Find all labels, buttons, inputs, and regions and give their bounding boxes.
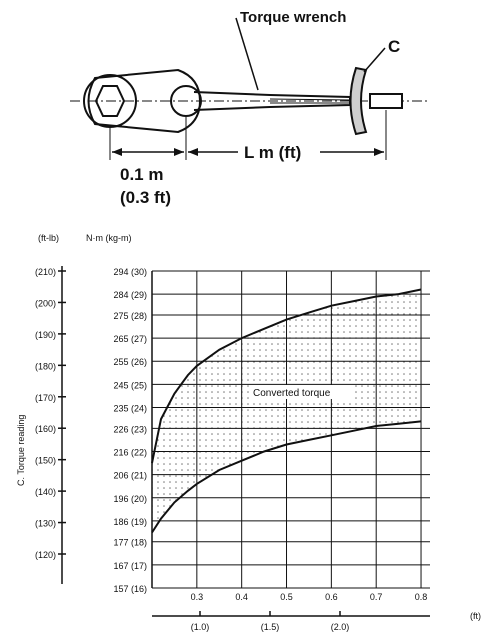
y-tick-label-ftlb: (180) xyxy=(34,361,56,372)
x-unit-label: (ft) xyxy=(470,611,481,621)
x-tick-label-ft: (1.5) xyxy=(260,622,280,632)
c-label: C xyxy=(388,37,401,56)
y-tick-label-ftlb: (200) xyxy=(34,298,56,309)
y-tick-label-nm: 157 (16) xyxy=(113,584,147,594)
y-tick-label-ftlb: (160) xyxy=(34,424,56,435)
y-tick-label-nm: 255 (26) xyxy=(113,357,147,368)
leader-torque-wrench xyxy=(236,18,258,90)
y-tick-label-nm: 196 (20) xyxy=(113,493,147,504)
y-tick-label-nm: 294 (30) xyxy=(113,267,147,277)
y-tick-label-nm: 235 (24) xyxy=(113,403,147,414)
y-tick-label-nm: 167 (17) xyxy=(113,560,147,571)
dim-arrow xyxy=(374,148,384,156)
x-tick-label-m: 0.5 xyxy=(280,592,293,602)
wrench-illustration xyxy=(70,18,430,160)
x-tick-label-ft: (2.0) xyxy=(330,622,350,632)
y-tick-label-ftlb: (120) xyxy=(34,550,56,560)
torque-chart xyxy=(16,233,481,632)
y-tick-label-ftlb: (140) xyxy=(34,487,56,498)
y-side-label: C. Torque reading xyxy=(16,414,26,486)
dim-01-ft-label: (0.3 ft) xyxy=(120,188,171,207)
torque-wrench-label: Torque wrench xyxy=(240,9,347,26)
y-tick-label-nm: 245 (25) xyxy=(113,380,147,391)
wrench-handle-hatch xyxy=(270,99,350,100)
y-tick-label-nm: 177 (18) xyxy=(113,537,147,548)
dim-arrow xyxy=(188,148,198,156)
curve-label: Converted torque xyxy=(253,388,331,399)
x-tick-label-m: 0.8 xyxy=(414,592,428,602)
x-tick-label-m: 0.3 xyxy=(190,592,204,602)
x-tick-label-m: 0.7 xyxy=(369,592,383,602)
y-tick-label-nm: 216 (22) xyxy=(113,447,147,458)
y-unit-header-nm: N·m (kg-m) xyxy=(86,233,132,243)
y-tick-label-nm: 206 (21) xyxy=(113,470,147,481)
y-tick-label-ftlb: (210) xyxy=(34,267,56,277)
dim-arrow xyxy=(174,148,184,156)
y-tick-label-ftlb: (150) xyxy=(34,455,56,466)
dim-arrow xyxy=(112,148,122,156)
x-tick-label-ft: (1.0) xyxy=(190,622,210,632)
leader-c xyxy=(364,48,385,72)
y-tick-label-nm: 226 (23) xyxy=(113,424,147,435)
y-tick-label-ftlb: (170) xyxy=(34,392,56,403)
y-tick-label-nm: 275 (28) xyxy=(113,310,147,321)
x-tick-label-m: 0.6 xyxy=(325,592,338,602)
y-tick-label-nm: 284 (29) xyxy=(113,290,147,301)
x-tick-label-m: 0.4 xyxy=(235,592,248,602)
y-tick-label-ftlb: (130) xyxy=(34,518,56,529)
y-tick-label-nm: 265 (27) xyxy=(113,334,147,345)
wrench-grip xyxy=(370,94,402,108)
y-tick-label-ftlb: (190) xyxy=(34,329,56,340)
dim-L-label: L m (ft) xyxy=(244,143,302,162)
dim-01-label: 0.1 m xyxy=(120,165,164,184)
y-tick-label-nm: 186 (19) xyxy=(113,516,147,527)
y-unit-header-ftlb: (ft-lb) xyxy=(38,233,59,243)
